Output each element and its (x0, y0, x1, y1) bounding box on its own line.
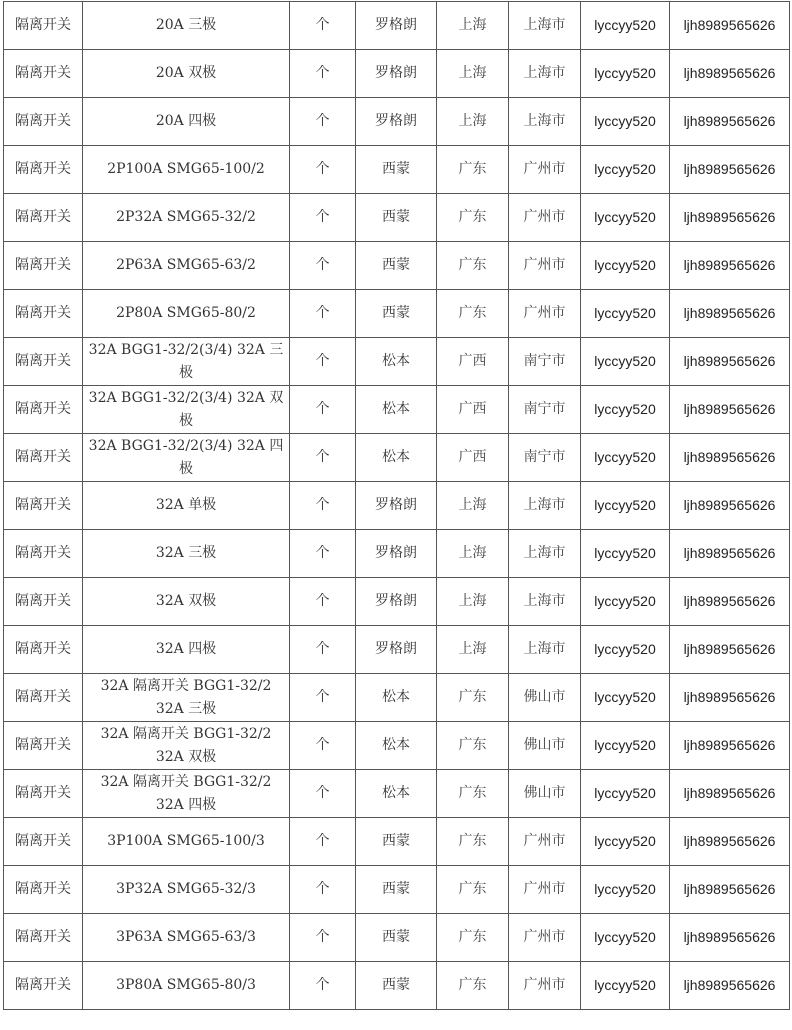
cell-model-spec: 2P80A SMG65-80/2 (83, 290, 290, 338)
cell-unit: 个 (290, 482, 356, 530)
cell-unit: 个 (290, 98, 356, 146)
cell-unit: 个 (290, 2, 356, 50)
cell-brand: 西蒙 (356, 818, 437, 866)
cell-product-name: 隔离开关 (4, 146, 83, 194)
table-row (4, 50, 790, 98)
cell-contact-id: ljh8989565626 (670, 866, 790, 914)
cell-brand: 罗格朗 (356, 626, 437, 674)
cell-contact-id: ljh8989565626 (670, 242, 790, 290)
table-row (4, 482, 790, 530)
cell-brand: 罗格朗 (356, 98, 437, 146)
cell-province: 上海 (437, 98, 509, 146)
table-row (4, 818, 790, 866)
table-row (4, 290, 790, 338)
cell-brand: 罗格朗 (356, 482, 437, 530)
cell-product-name: 隔离开关 (4, 50, 83, 98)
cell-city: 上海市 (509, 2, 581, 50)
cell-contact-code: lyccyy520 (581, 194, 670, 242)
cell-model-spec: 32A 四极 (83, 626, 290, 674)
cell-brand: 松本 (356, 434, 437, 482)
cell-brand: 松本 (356, 338, 437, 386)
table-row (4, 530, 790, 578)
cell-brand: 西蒙 (356, 914, 437, 962)
cell-province: 上海 (437, 626, 509, 674)
cell-brand: 松本 (356, 674, 437, 722)
table-row (4, 194, 790, 242)
cell-model-spec: 3P100A SMG65-100/3 (83, 818, 290, 866)
cell-product-name: 隔离开关 (4, 386, 83, 434)
cell-city: 广州市 (509, 866, 581, 914)
cell-brand: 西蒙 (356, 194, 437, 242)
product-table (3, 1, 790, 1010)
cell-contact-id: ljh8989565626 (670, 434, 790, 482)
table-row (4, 98, 790, 146)
cell-city: 佛山市 (509, 674, 581, 722)
cell-city: 佛山市 (509, 722, 581, 770)
cell-contact-code: lyccyy520 (581, 530, 670, 578)
cell-product-name: 隔离开关 (4, 866, 83, 914)
cell-province: 广东 (437, 674, 509, 722)
cell-brand: 松本 (356, 722, 437, 770)
cell-unit: 个 (290, 626, 356, 674)
cell-model-spec: 32A 隔离开关 BGG1-32/2 32A 四极 (83, 770, 290, 818)
cell-city: 上海市 (509, 626, 581, 674)
cell-contact-code: lyccyy520 (581, 338, 670, 386)
cell-product-name: 隔离开关 (4, 674, 83, 722)
cell-contact-code: lyccyy520 (581, 578, 670, 626)
cell-province: 上海 (437, 50, 509, 98)
cell-province: 上海 (437, 2, 509, 50)
cell-product-name: 隔离开关 (4, 962, 83, 1010)
cell-unit: 个 (290, 338, 356, 386)
cell-contact-id: ljh8989565626 (670, 770, 790, 818)
cell-product-name: 隔离开关 (4, 434, 83, 482)
cell-contact-code: lyccyy520 (581, 674, 670, 722)
cell-province: 广西 (437, 338, 509, 386)
cell-model-spec: 20A 双极 (83, 50, 290, 98)
cell-model-spec: 32A 三极 (83, 530, 290, 578)
cell-province: 广东 (437, 818, 509, 866)
cell-province: 广东 (437, 146, 509, 194)
cell-contact-id: ljh8989565626 (670, 290, 790, 338)
cell-unit: 个 (290, 386, 356, 434)
cell-brand: 罗格朗 (356, 2, 437, 50)
cell-contact-id: ljh8989565626 (670, 674, 790, 722)
table-row (4, 626, 790, 674)
cell-brand: 西蒙 (356, 866, 437, 914)
cell-city: 广州市 (509, 194, 581, 242)
table-row (4, 674, 790, 722)
cell-product-name: 隔离开关 (4, 482, 83, 530)
cell-product-name: 隔离开关 (4, 194, 83, 242)
cell-city: 南宁市 (509, 434, 581, 482)
cell-unit: 个 (290, 818, 356, 866)
cell-product-name: 隔离开关 (4, 722, 83, 770)
cell-contact-id: ljh8989565626 (670, 194, 790, 242)
cell-unit: 个 (290, 914, 356, 962)
cell-contact-id: ljh8989565626 (670, 146, 790, 194)
cell-city: 佛山市 (509, 770, 581, 818)
cell-city: 上海市 (509, 98, 581, 146)
cell-unit: 个 (290, 866, 356, 914)
cell-brand: 罗格朗 (356, 50, 437, 98)
cell-product-name: 隔离开关 (4, 242, 83, 290)
cell-city: 上海市 (509, 578, 581, 626)
cell-contact-id: ljh8989565626 (670, 626, 790, 674)
cell-model-spec: 20A 四极 (83, 98, 290, 146)
cell-unit: 个 (290, 674, 356, 722)
cell-contact-code: lyccyy520 (581, 722, 670, 770)
cell-model-spec: 32A 单极 (83, 482, 290, 530)
table-row (4, 338, 790, 386)
cell-brand: 西蒙 (356, 962, 437, 1010)
table-row (4, 2, 790, 50)
cell-model-spec: 32A 双极 (83, 578, 290, 626)
cell-contact-code: lyccyy520 (581, 290, 670, 338)
cell-city: 上海市 (509, 482, 581, 530)
cell-unit: 个 (290, 434, 356, 482)
cell-product-name: 隔离开关 (4, 338, 83, 386)
cell-model-spec: 3P32A SMG65-32/3 (83, 866, 290, 914)
cell-product-name: 隔离开关 (4, 2, 83, 50)
cell-model-spec: 3P63A SMG65-63/3 (83, 914, 290, 962)
cell-contact-code: lyccyy520 (581, 434, 670, 482)
cell-province: 广西 (437, 434, 509, 482)
cell-province: 上海 (437, 482, 509, 530)
cell-brand: 松本 (356, 770, 437, 818)
cell-province: 广西 (437, 386, 509, 434)
cell-city: 南宁市 (509, 338, 581, 386)
cell-contact-id: ljh8989565626 (670, 962, 790, 1010)
cell-city: 广州市 (509, 914, 581, 962)
cell-unit: 个 (290, 770, 356, 818)
cell-product-name: 隔离开关 (4, 290, 83, 338)
cell-model-spec: 32A 隔离开关 BGG1-32/2 32A 三极 (83, 674, 290, 722)
cell-city: 南宁市 (509, 386, 581, 434)
table-row (4, 962, 790, 1010)
cell-contact-code: lyccyy520 (581, 98, 670, 146)
cell-province: 广东 (437, 194, 509, 242)
cell-unit: 个 (290, 50, 356, 98)
cell-contact-code: lyccyy520 (581, 626, 670, 674)
cell-province: 广东 (437, 962, 509, 1010)
cell-city: 广州市 (509, 962, 581, 1010)
cell-province: 上海 (437, 578, 509, 626)
cell-product-name: 隔离开关 (4, 914, 83, 962)
cell-contact-id: ljh8989565626 (670, 482, 790, 530)
table-row (4, 578, 790, 626)
cell-contact-id: ljh8989565626 (670, 530, 790, 578)
cell-province: 广东 (437, 290, 509, 338)
cell-product-name: 隔离开关 (4, 626, 83, 674)
cell-product-name: 隔离开关 (4, 98, 83, 146)
cell-unit: 个 (290, 290, 356, 338)
cell-contact-code: lyccyy520 (581, 818, 670, 866)
cell-brand: 罗格朗 (356, 530, 437, 578)
cell-brand: 罗格朗 (356, 578, 437, 626)
cell-province: 上海 (437, 530, 509, 578)
table-row (4, 914, 790, 962)
cell-city: 广州市 (509, 290, 581, 338)
cell-model-spec: 2P100A SMG65-100/2 (83, 146, 290, 194)
cell-product-name: 隔离开关 (4, 578, 83, 626)
cell-contact-id: ljh8989565626 (670, 338, 790, 386)
cell-product-name: 隔离开关 (4, 818, 83, 866)
cell-city: 广州市 (509, 242, 581, 290)
cell-contact-id: ljh8989565626 (670, 818, 790, 866)
cell-contact-code: lyccyy520 (581, 242, 670, 290)
cell-model-spec: 32A BGG1-32/2(3/4) 32A 四极 (83, 434, 290, 482)
cell-city: 上海市 (509, 530, 581, 578)
table-row (4, 386, 790, 434)
cell-city: 广州市 (509, 818, 581, 866)
cell-contact-id: ljh8989565626 (670, 2, 790, 50)
cell-contact-code: lyccyy520 (581, 770, 670, 818)
cell-contact-code: lyccyy520 (581, 914, 670, 962)
cell-unit: 个 (290, 146, 356, 194)
cell-model-spec: 2P63A SMG65-63/2 (83, 242, 290, 290)
cell-unit: 个 (290, 578, 356, 626)
cell-contact-id: ljh8989565626 (670, 50, 790, 98)
cell-brand: 西蒙 (356, 290, 437, 338)
table-row (4, 722, 790, 770)
cell-province: 广东 (437, 770, 509, 818)
cell-model-spec: 32A BGG1-32/2(3/4) 32A 三极 (83, 338, 290, 386)
table-row (4, 146, 790, 194)
cell-model-spec: 3P80A SMG65-80/3 (83, 962, 290, 1010)
cell-contact-code: lyccyy520 (581, 2, 670, 50)
table-row (4, 770, 790, 818)
cell-unit: 个 (290, 722, 356, 770)
cell-contact-code: lyccyy520 (581, 962, 670, 1010)
table-row (4, 242, 790, 290)
cell-contact-code: lyccyy520 (581, 50, 670, 98)
cell-brand: 西蒙 (356, 146, 437, 194)
cell-contact-id: ljh8989565626 (670, 98, 790, 146)
cell-product-name: 隔离开关 (4, 770, 83, 818)
cell-unit: 个 (290, 530, 356, 578)
cell-contact-id: ljh8989565626 (670, 914, 790, 962)
cell-contact-id: ljh8989565626 (670, 722, 790, 770)
table-body (4, 2, 790, 1010)
cell-unit: 个 (290, 194, 356, 242)
cell-city: 上海市 (509, 50, 581, 98)
cell-model-spec: 32A 隔离开关 BGG1-32/2 32A 双极 (83, 722, 290, 770)
cell-model-spec: 2P32A SMG65-32/2 (83, 194, 290, 242)
table-row (4, 434, 790, 482)
cell-contact-code: lyccyy520 (581, 482, 670, 530)
cell-model-spec: 20A 三极 (83, 2, 290, 50)
cell-contact-id: ljh8989565626 (670, 386, 790, 434)
table-row (4, 866, 790, 914)
cell-province: 广东 (437, 914, 509, 962)
cell-contact-code: lyccyy520 (581, 866, 670, 914)
cell-province: 广东 (437, 866, 509, 914)
cell-product-name: 隔离开关 (4, 530, 83, 578)
cell-contact-code: lyccyy520 (581, 386, 670, 434)
cell-contact-code: lyccyy520 (581, 146, 670, 194)
cell-unit: 个 (290, 242, 356, 290)
cell-unit: 个 (290, 962, 356, 1010)
cell-model-spec: 32A BGG1-32/2(3/4) 32A 双极 (83, 386, 290, 434)
cell-province: 广东 (437, 242, 509, 290)
cell-city: 广州市 (509, 146, 581, 194)
cell-brand: 松本 (356, 386, 437, 434)
cell-province: 广东 (437, 722, 509, 770)
cell-contact-id: ljh8989565626 (670, 578, 790, 626)
cell-brand: 西蒙 (356, 242, 437, 290)
